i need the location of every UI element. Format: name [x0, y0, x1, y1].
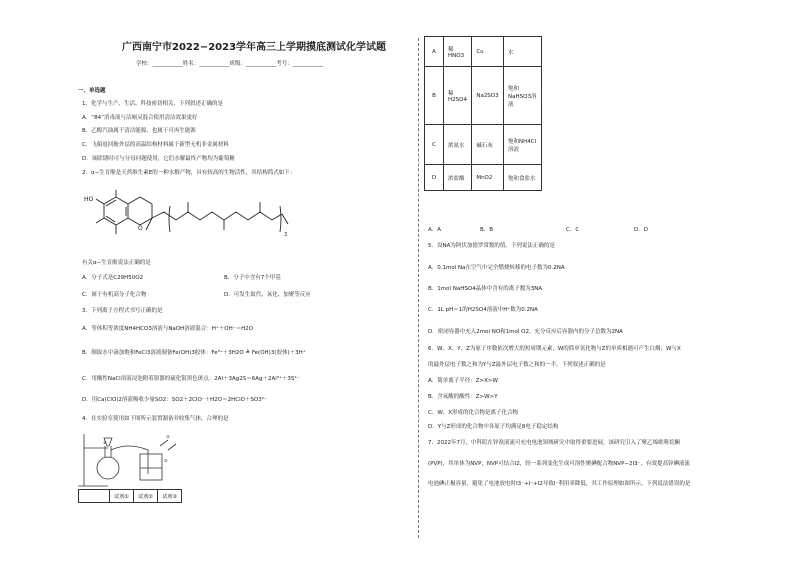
q4-choice-c: C．C — [566, 227, 580, 233]
q4-stem: 4．在实验室使用如下图所示装置制备并收集气体，合理的是 — [82, 416, 229, 422]
options-cell-c1: 浓氨水 — [444, 125, 472, 165]
q6-option-a: A．简单离子半径：Z>X>W — [428, 378, 498, 384]
section-heading: 一、单选题 — [78, 88, 106, 94]
options-cell-c1: 稀 HNO3 — [444, 37, 472, 67]
q2-option-a: A．分子式是C29H50O2 — [82, 275, 144, 281]
q6-option-b: B．含氧酸的酸性：Z>W>Y — [428, 394, 498, 400]
options-cell-c3: 水 — [504, 37, 542, 67]
options-cell-c1: 稀 H2SO4 — [444, 67, 472, 125]
q6-line1: 6．W、X、Y、Z为原子序数依次增大的短周期元素，W的简单氢化物与Z的单质相遇可产生白烟；W与X — [428, 346, 681, 352]
q4-choice-b: B．B — [480, 227, 494, 233]
q5-option-c: C．1L pH＝1的H2SO4溶液中H⁺数为0.2NA — [428, 307, 538, 313]
q3-option-a: A．等体积等浓度NH4HCO3溶液与NaOH溶液混合：H⁺＋OH⁻＝H2O — [82, 326, 254, 332]
options-cell-opt: D — [425, 165, 444, 191]
options-cell-c2: Cu — [472, 37, 504, 67]
mol-ho-label: HO — [84, 196, 94, 203]
q7-line3: 电池碘正极容量，避免了电池放电时I3⁻+I⁻+I2导致I⁻利用率降低，其工作原理如图所示。下列说法错误的是 — [428, 481, 691, 487]
apparatus-diagram — [78, 428, 198, 488]
mol-o-label: O — [138, 225, 143, 232]
options-cell-opt: C — [425, 125, 444, 165]
q1-option-c: C．飞船返回舱外层的高温结构材料属于新型无机非金属材料 — [82, 142, 229, 148]
q2-option-d: D．可发生取代、氧化、加聚等反应 — [224, 292, 311, 298]
options-cell-c2: 碱石灰 — [472, 125, 504, 165]
q5-option-b: B．1mol NaHSO4晶体中含有的离子数为3NA — [428, 286, 543, 292]
q3-option-c: C．用酸性NaCl溶液浸泡附着银器的硫化银黑色斑点：2Al＋3Ag2S＝6Ag＋2Al³⁺＋3S²⁻ — [82, 376, 300, 382]
q1-option-a: A．“84”消毒液与洁厕灵混合使用清洁效果更好 — [82, 115, 198, 121]
q1-option-d: D．该除锈时可与分母问题使用，它们水解最终产物均为葡萄糖 — [82, 156, 235, 162]
reagent-cell-1: 试剂① — [110, 490, 134, 503]
q1-option-b: B．乙醇汽油属于清洁能源，也属于可再生能源 — [82, 128, 196, 134]
options-cell-c1: 浓盐酸 — [444, 165, 472, 191]
label-3-icon: ③ — [166, 434, 170, 439]
options-row — [425, 125, 542, 165]
q2-option-c: C．属于有机高分子化合物 — [82, 292, 147, 298]
reagent-cell-blank — [79, 490, 110, 503]
q5-option-d: D．密闭容器中充入2mol NO和1mol O2，充分反应后容器内的分子总数为2NA — [428, 329, 623, 335]
q5-option-a: A．0.1mol Na在空气中完全燃烧转移的电子数为0.2NA — [428, 265, 565, 271]
options-cell-c3: 饱和NH4Cl 溶液 — [504, 125, 542, 165]
q2-option-b: B．分子中含有7个甲基 — [224, 275, 281, 281]
page-title: 广西南宁市2022−2023学年高三上学期摸底测试化学试题 — [122, 42, 387, 53]
label-1-icon: ① — [103, 440, 107, 445]
header-fields: 学校：___________姓名：___________班级：___________考号：___________ — [136, 61, 324, 67]
options-cell-c3: 饱和食盐水 — [504, 165, 542, 191]
q4-choice-a: A．A — [428, 227, 442, 233]
q1-stem: 1．化学与生产、生活、科技密切相关，下列叙述正确的是 — [82, 101, 224, 107]
q7-line2: (PVP)，其单体为NVP，NVP可结合I2，经一系列变化生成可溶性聚碘配合物NVP−2I3⁻，有效提高锌碘液流 — [428, 461, 691, 467]
q3-option-b: B．制取水中滴加饱和FeCl3溶液制备Fe(OH)3胶体：Fe³⁺＋3H2O ≜ Fe(OH)3(胶体)＋3H⁺ — [82, 350, 306, 356]
tocopherol-structure — [84, 186, 304, 252]
q6-option-d: D．Y与Z形成的化合物中各原子均满足8电子稳定结构 — [428, 424, 559, 430]
options-cell-opt: B — [425, 67, 444, 125]
options-row — [425, 37, 542, 67]
column-divider — [418, 38, 419, 538]
options-table — [424, 36, 542, 191]
mol-subscript: 3 — [284, 232, 288, 238]
q6-line2: 的最外层电子数之和为Y与Z最外层电子数之和的一半。下列叙述正确的是 — [428, 362, 606, 368]
q5-stem: 5．设NA为阿伏加德罗常数的值。下列说法正确的是 — [428, 243, 555, 249]
reagent-cell-3: 试剂③ — [158, 490, 182, 503]
options-cell-c2: MnO2 — [472, 165, 504, 191]
q7-line1: 7．2022年7月，中科院在锌溴液流可充电电池领域研究中取得重要进展。该研究引入了聚乙烯吡咯烷酮 — [428, 440, 680, 446]
reagent-table — [78, 489, 182, 503]
options-row — [425, 165, 542, 191]
q2-lead: 有关α−生育酚说法正确的是 — [82, 260, 151, 266]
q6-option-c: C．W、X形成的化合物是离子化合物 — [428, 410, 519, 416]
options-row — [425, 67, 542, 125]
q3-stem: 3．下列离子方程式书写正确的是 — [82, 308, 163, 314]
q2-stem: 2．α−生育酚是天然维生素E的一种水解产物，具有较高的生物活性，其结构简式如下： — [82, 170, 296, 176]
options-cell-c3: 饱和 NaHSO3溶 液 — [504, 67, 542, 125]
q3-option-d: D．用Ca(ClO)2溶液吸收少量SO2：SO2＋2ClO⁻＋H2O＝2HClO＋SO3²⁻ — [82, 397, 267, 403]
label-2-icon: ② — [164, 458, 168, 463]
options-cell-opt: A — [425, 37, 444, 67]
q4-choice-d: D．D — [634, 227, 648, 233]
options-cell-c2: Na2SO3 — [472, 67, 504, 125]
reagent-cell-2: 试剂② — [134, 490, 158, 503]
